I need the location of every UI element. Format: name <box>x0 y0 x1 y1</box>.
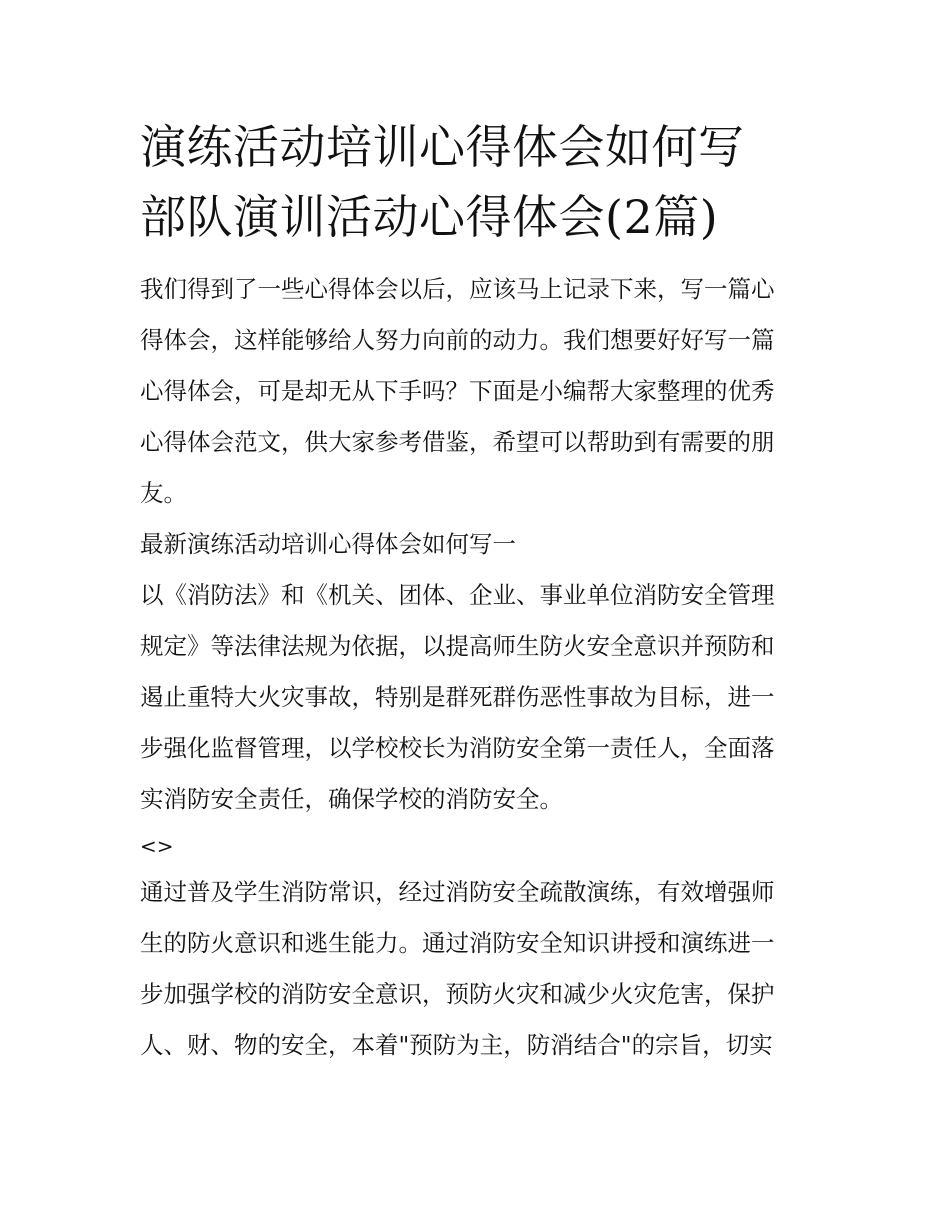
angle-bracket-marker: <> <box>140 834 174 858</box>
text-line: 遏止重特大火灾事故，特别是群死群伤恶性事故为目标，进一 <box>140 683 775 711</box>
document-content <box>140 112 812 1071</box>
text-line: 友。 <box>140 479 187 507</box>
text-line: 得体会，这样能够给人努力向前的动力。我们想要好好写一篇 <box>140 326 775 354</box>
text-line: 通过普及学生消防常识，经过消防安全疏散演练，有效增强师 <box>140 878 775 906</box>
text-line: 生的防火意识和逃生能力。通过消防安全知识讲授和演练进一 <box>140 929 775 957</box>
text-line: 规定》等法律法规为依据，以提高师生防火安全意识并预防和 <box>140 632 775 660</box>
document-title <box>140 112 812 252</box>
body-paragraph-2 <box>140 867 812 1071</box>
text-line: 步加强学校的消防安全意识，预防火灾和减少火灾危害，保护 <box>140 980 775 1008</box>
title-spacing <box>140 252 812 264</box>
title-line: 演练活动培训心得体会如何写 <box>140 120 745 174</box>
body-paragraph-1 <box>140 570 812 825</box>
text-line: 我们得到了一些心得体会以后，应该马上记录下来，写一篇心 <box>140 275 775 303</box>
title-line: 部队演训活动心得体会(2篇) <box>140 190 719 244</box>
text-line: 心得体会范文，供大家参考借鉴，希望可以帮助到有需要的朋 <box>140 428 775 456</box>
intro-paragraph <box>140 264 812 519</box>
section-heading: 最新演练活动培训心得体会如何写一 <box>140 530 516 558</box>
text-line: 步强化监督管理，以学校校长为消防安全第一责任人，全面落 <box>140 734 775 762</box>
text-line: 心得体会，可是却无从下手吗？下面是小编帮大家整理的优秀 <box>140 377 775 405</box>
text-line: 实消防安全责任，确保学校的消防安全。 <box>140 785 563 813</box>
text-line: 以《消防法》和《机关、团体、企业、事业单位消防安全管理 <box>140 581 775 609</box>
text-line: 人、财、物的安全，本着"预防为主，防消结合"的宗旨，切实 <box>140 1031 773 1059</box>
